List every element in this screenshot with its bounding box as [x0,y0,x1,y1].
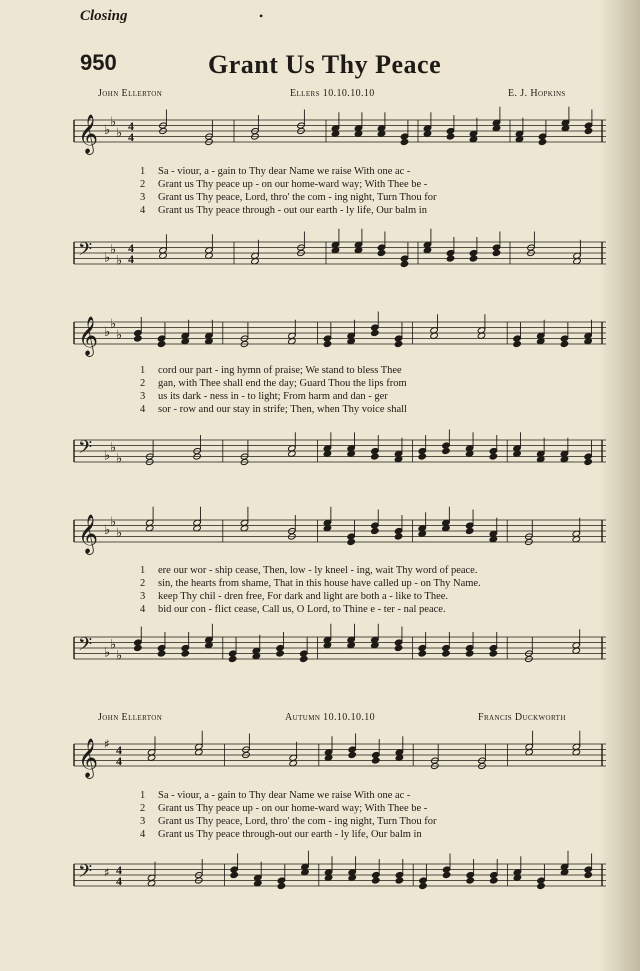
note-head [371,329,379,336]
time-signature-bottom: 4 [128,130,134,144]
treble-clef-icon: 𝄞 [78,514,99,554]
lyric-text: Grant us Thy peace up - on our home-ward way; With Thee be - [158,179,428,190]
page-edge-shadow [600,0,640,971]
section-label: Closing [80,8,128,24]
lyric-text: Grant us Thy peace, Lord, thro' the com - ing night, Turn Thou for [158,816,437,827]
note-head [228,655,236,662]
flat-icon: ♭ [110,316,117,332]
flat-icon: ♭ [116,525,123,541]
flat-icon: ♭ [110,242,117,258]
note-head [446,255,454,262]
lyric-line-verse-2 [140,178,600,191]
lyric-text: ere our wor - ship cease, Then, low - ly kneel - ing, wait Thy word of peace. [158,565,478,576]
tune2-meter: Autumn 10.10.10.10 [285,712,376,723]
lyric-text: Sa - viour, a - gain to Thy dear Name we raise With one ac - [158,790,411,801]
flat-icon: ♭ [110,514,117,530]
note-head [584,871,592,878]
note-head [134,335,142,342]
flat-icon: ♭ [104,250,111,266]
note-head [419,882,427,889]
verse-number: 1 [140,166,146,177]
lyric-line-verse-4 [140,603,600,616]
sharp-icon: ♯ [104,737,110,751]
note-head [394,340,402,347]
note-head [377,249,385,256]
tune1-composer: E. J. Hopkins [508,88,566,99]
note-head [538,138,546,145]
note-head [348,751,356,758]
note-head [490,877,498,884]
music-system-3 [74,508,606,564]
note-head [157,650,165,657]
lyric-line-verse-1 [140,564,600,577]
note-head [584,127,592,134]
lyrics-system-1 [140,165,600,217]
lyric-line-verse-4 [140,403,600,416]
note-head [442,650,450,657]
time-signature-top: 4 [116,863,122,877]
sharp-icon: ♯ [104,865,110,880]
tune2-composer: Francis Duckworth [478,712,566,723]
lyric-text: sor - row and our stay in strife; Then, when Thy voice shall [158,404,407,415]
flat-icon: ♭ [104,123,111,138]
verse-number: 4 [140,829,146,840]
music-system-4-bass [74,852,606,908]
verse-number: 2 [140,378,146,389]
time-signature-top: 4 [128,119,134,133]
lyrics-system-3 [140,564,600,616]
verse-number: 1 [140,365,146,376]
note-head [537,882,545,889]
flat-icon: ♭ [116,648,123,664]
flat-icon: ♭ [110,114,117,130]
time-signature-bottom: 4 [128,252,134,266]
note-head [323,340,331,347]
bass-clef-icon: 𝄢 [78,239,93,265]
note-head [157,340,165,347]
flat-icon: ♭ [104,325,111,340]
note-head [442,447,450,454]
music-system-2 [74,310,606,366]
note-head [492,249,500,256]
note-head [400,138,408,145]
music-system-1 [74,108,606,164]
note-head [584,458,592,465]
verse-number: 1 [140,565,146,576]
lyric-line-verse-2 [140,377,600,390]
flat-icon: ♭ [116,125,123,141]
flat-icon: ♭ [116,327,123,343]
lyric-line-verse-1 [140,364,600,377]
lyric-text: Grant us Thy peace, Lord, thro' the com - ing night, Turn Thou for [158,192,437,203]
lyric-line-verse-2 [140,802,600,815]
note-head [513,340,521,347]
tune1-meter: Ellers 10.10.10.10 [290,88,375,99]
note-head [372,757,380,764]
bass-clef-icon: 𝄢 [78,634,93,660]
note-head [466,877,474,884]
verse-number: 4 [140,404,146,415]
lyrics-system-2 [140,364,600,416]
note-head [395,877,403,884]
note-head [230,871,238,878]
music-system-3-bass [74,625,606,681]
flat-icon: ♭ [110,637,117,653]
note-head [442,871,450,878]
lyric-line-verse-3 [140,815,600,828]
time-signature-bottom: 4 [116,874,122,888]
lyric-text: us its dark - ness in - to light; From harm and dan - ger [158,391,388,402]
verse-number: 3 [140,816,146,827]
tune2-author: John Ellerton [98,712,163,723]
time-signature-bottom: 4 [116,754,122,768]
lyric-line-verse-4 [140,828,600,841]
verse-number: 3 [140,591,146,602]
time-signature-top: 4 [128,241,134,255]
lyric-text: Grant us Thy peace through-out our earth - ly life, Our balm in [158,829,422,840]
flat-icon: ♭ [104,645,111,661]
note-head [489,650,497,657]
verse-number: 1 [140,790,146,801]
flat-icon: ♭ [116,253,123,269]
page-dot: • [259,9,264,23]
music-system-1-bass [74,230,606,286]
note-head [489,453,497,460]
lyric-line-verse-1 [140,165,600,178]
note-head [418,453,426,460]
lyric-text: Sa - viour, a - gain to Thy dear Name we raise With one ac - [158,166,411,177]
note-head [300,655,308,662]
verse-number: 2 [140,803,146,814]
verse-number: 2 [140,179,146,190]
note-head [134,644,142,651]
verse-number: 4 [140,604,146,615]
bass-clef-icon: 𝄢 [78,861,93,887]
note-head [418,650,426,657]
note-head [347,538,355,545]
flat-icon: ♭ [110,440,117,456]
flat-icon: ♭ [104,523,111,538]
note-head [371,453,379,460]
note-head [465,527,473,534]
treble-clef-icon: 𝄞 [78,114,99,154]
flat-icon: ♭ [104,448,111,464]
lyric-text: cord our part - ing hymn of praise; We stand to bless Thee [158,365,402,376]
note-head [394,644,402,651]
verse-number: 3 [140,192,146,203]
music-system-2-bass [74,428,606,484]
lyric-line-verse-3 [140,590,600,603]
flat-icon: ♭ [116,451,123,467]
lyric-line-verse-3 [140,390,600,403]
note-head [372,877,380,884]
time-signature-top: 4 [116,743,122,757]
note-head [276,650,284,657]
lyric-line-verse-3 [140,191,600,204]
note-head [446,133,454,140]
note-head [181,650,189,657]
lyric-text: keep Thy chil - dren free, For dark and light are both a - like to Thee. [158,591,449,602]
lyric-line-verse-1 [140,789,600,802]
lyric-text: gan, with Thee shall end the day; Guard Thou the lips from [158,378,407,389]
tune1-author: John Ellerton [98,88,163,99]
lyrics-system-4 [140,789,600,841]
hymn-number: 950 [80,50,117,75]
bass-clef-icon: 𝄢 [78,437,93,463]
lyric-text: sin, the hearts from shame, That in this house have called up - on Thy Name. [158,578,481,589]
lyric-text: Grant us Thy peace through - out our earth - ly life, Our balm in [158,205,427,216]
note-head [277,882,285,889]
note-head [469,255,477,262]
note-head [394,533,402,540]
hymn-title: Grant Us Thy Peace [208,50,442,79]
treble-clef-icon: 𝄞 [78,316,99,356]
music-system-4 [74,732,606,788]
verse-number: 3 [140,391,146,402]
note-head [400,260,408,267]
lyric-line-verse-4 [140,204,600,217]
note-head [371,527,379,534]
note-head [465,650,473,657]
treble-clef-icon: 𝄞 [78,738,99,778]
note-head [560,340,568,347]
lyric-text: bid our con - flict cease, Call us, O Lord, to Thine e - ter - nal peace. [158,604,446,615]
verse-number: 2 [140,578,146,589]
verse-number: 4 [140,205,146,216]
lyric-line-verse-2 [140,577,600,590]
lyric-text: Grant us Thy peace up - on our home-ward way; With Thee be - [158,803,428,814]
